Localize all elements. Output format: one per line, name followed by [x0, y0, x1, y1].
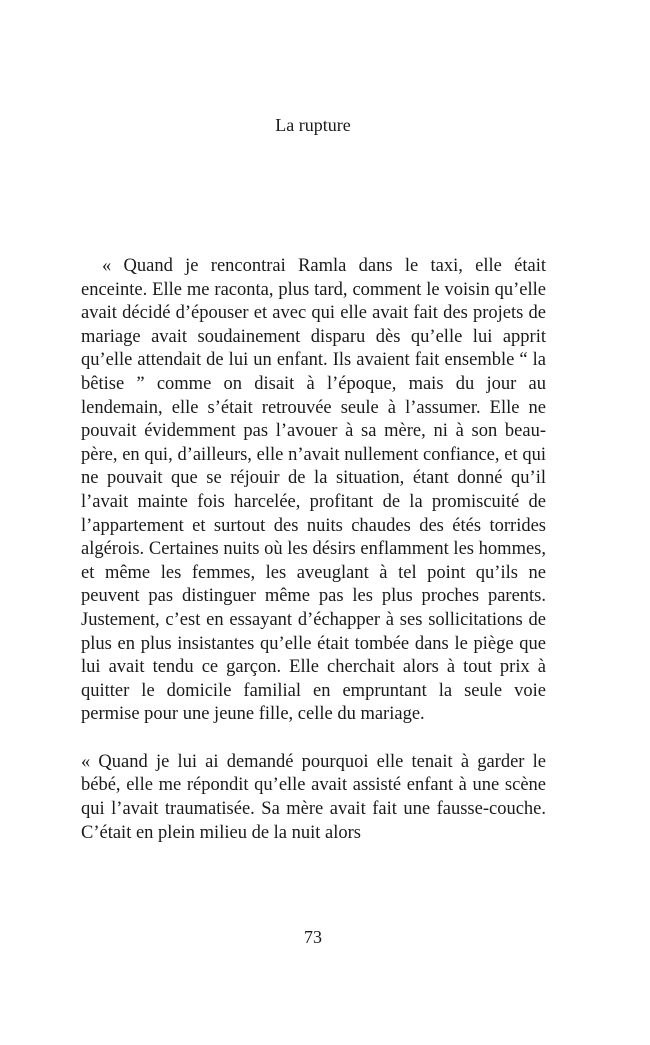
paragraph-1: « Quand je rencontrai Ramla dans le taxi, elle était enceinte. Elle me raconta, plus tard, comment le voisin qu’elle avait décidé d’épouser et avec qui elle avait fait des projets de mariage avait soudainement disparu dès qu’elle lui apprit qu’elle attendait de lui un enfant. Ils avaient fait ensemble “ la bêtise ” comme on disait à l’époque, mais du jour au lendemain, elle s’était retrouvée seule à l’assumer. Elle ne pouvait évidemment pas l’avouer à sa mère, ni à son beau-père, en qui, d’ailleurs, elle n’avait nullement confiance, et qui ne pouvait que se réjouir de la situation, étant donné qu’il l’avait mainte fois harcelée, profitant de la promiscuité de l’appartement et surtout des nuits chaudes des étés torrides algérois. Certaines nuits où les désirs enflamment les hommes, et même les femmes, les aveuglant à tel point qu’ils ne peuvent pas distinguer même pas les plus proches parents. Justement, c’est en essayant d’échapper à ses sollicitations de plus en plus insistantes qu’elle était tombée dans le piège que lui avait tendu ce garçon. Elle cherchait alors à tout prix à quitter le domicile familial en empruntant la seule voie permise pour une jeune fille, celle du mariage. [81, 256, 546, 725]
page-number: 73 [304, 927, 322, 947]
paragraph-2: « Quand je lui ai demandé pourquoi elle tenait à garder le bébé, elle me répondit qu’elle avait assisté enfant à une scène qui l’avait traumatisée. Sa mère avait fait une fausse-couche. C’était en plein milieu de la nuit alors [81, 751, 546, 843]
body-text [81, 255, 546, 845]
running-header-title: La rupture [275, 115, 351, 135]
